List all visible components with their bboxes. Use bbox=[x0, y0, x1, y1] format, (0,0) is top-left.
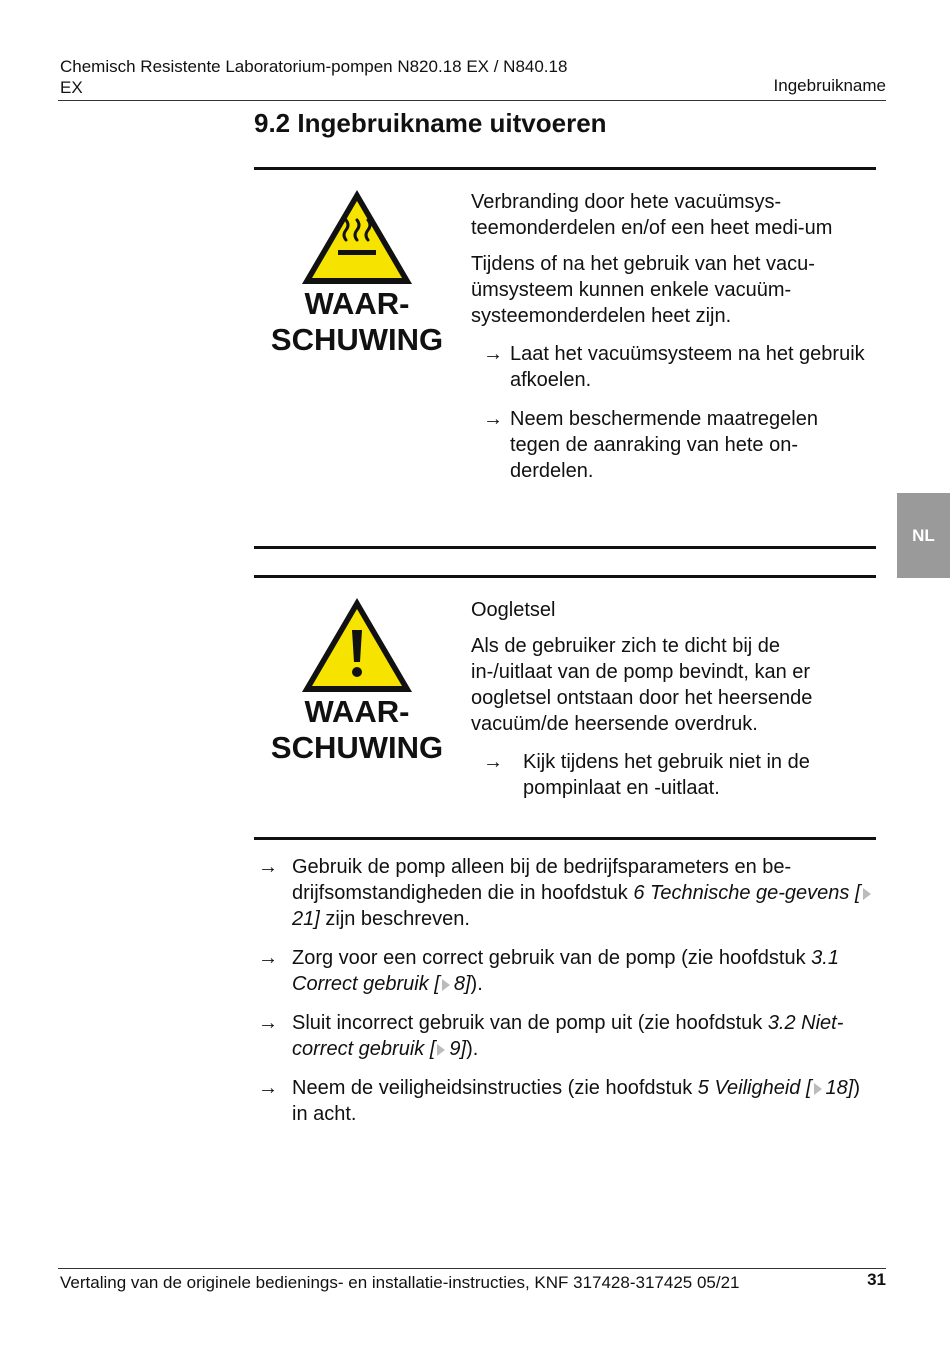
footer-divider bbox=[58, 1268, 886, 1269]
chapter-link-text: 6 Technische ge-gevens [ bbox=[633, 882, 861, 904]
arrow-right-icon: → bbox=[483, 408, 503, 430]
page-ref-icon bbox=[442, 979, 450, 991]
section-title: 9.2 Ingebruikname uitvoeren bbox=[254, 108, 607, 138]
page-ref: 9] bbox=[449, 1038, 467, 1060]
hot-surface-icon bbox=[300, 188, 414, 286]
arrow-right-icon: → bbox=[258, 947, 278, 969]
chapter-link[interactable] bbox=[698, 1077, 854, 1099]
warning2-bullet bbox=[483, 749, 883, 801]
instruction-item bbox=[258, 854, 878, 932]
warning2-bullet-text: Kijk tijdens het gebruik niet in de pompinlaat en -uitlaat. bbox=[523, 751, 810, 799]
instruction-text: Gebruik de pomp alleen bij de bedrijfsparameters en be-drijfsomstandigheden die in hoofdstuk bbox=[292, 856, 792, 904]
arrow-right-icon: → bbox=[483, 751, 503, 773]
warning1-bullet-text: Laat het vacuümsysteem na het gebruik afkoelen. bbox=[510, 343, 865, 391]
instruction-item bbox=[258, 945, 878, 997]
arrow-right-icon: → bbox=[258, 856, 278, 878]
arrow-right-icon: → bbox=[258, 1012, 278, 1034]
warning1-bottom-rule bbox=[254, 546, 876, 549]
page-ref-icon bbox=[863, 888, 871, 900]
instruction-text-end: zijn beschreven. bbox=[319, 908, 470, 930]
instruction-text: Sluit incorrect gebruik van de pomp uit (zie hoofdstuk bbox=[292, 1012, 768, 1034]
instruction-text-end: ). bbox=[466, 1038, 479, 1060]
warning1-text: Tijdens of na het gebruik van het vacu-ümsysteem kunnen enkele vacuüm-systeemonderdelen heet zijn. bbox=[471, 253, 815, 327]
signal-word-line1: WAAR- bbox=[304, 286, 410, 321]
page-ref: 21] bbox=[292, 908, 320, 930]
instruction-list bbox=[258, 854, 878, 1140]
warning1-bullet-text: Neem beschermende maatregelen tegen de aanraking van hete on-derdelen. bbox=[510, 408, 818, 482]
warning2-heading: Oogletsel bbox=[471, 599, 556, 621]
instruction-text-end: ). bbox=[470, 973, 483, 995]
instruction-text: Neem de veiligheidsinstructies (zie hoofdstuk bbox=[292, 1077, 698, 1099]
page-ref: 8] bbox=[453, 973, 471, 995]
warning2-content bbox=[471, 597, 876, 801]
warning1-bullet bbox=[483, 406, 850, 484]
signal-word-line1: WAAR- bbox=[304, 694, 410, 729]
warning2-bottom-rule bbox=[254, 837, 876, 840]
page-ref: 18] bbox=[825, 1077, 854, 1099]
footer-text: Vertaling van de originele bedienings- en installatie-instructies, KNF 317428-317425 05/21 bbox=[60, 1273, 740, 1292]
instruction-item bbox=[258, 1010, 878, 1062]
signal-word-line2: SCHUWING bbox=[270, 322, 444, 357]
warning2-top-rule bbox=[254, 575, 876, 578]
signal-word bbox=[257, 286, 457, 358]
page-ref-icon bbox=[437, 1044, 445, 1056]
signal-word-line2: SCHUWING bbox=[270, 730, 444, 765]
instruction-item bbox=[258, 1075, 878, 1127]
chapter-link-text: 5 Veiligheid [ bbox=[697, 1077, 812, 1099]
arrow-right-icon: → bbox=[483, 343, 503, 365]
chapter-link-text: 3.2 Niet-correct gebruik [ bbox=[292, 1012, 844, 1060]
page-ref-icon bbox=[814, 1083, 822, 1095]
warning2-text: Als de gebruiker zich te dicht bij de in-/uitlaat van de pomp bevindt, kan er oogletsel ontstaan door het heersende vacuüm/de heersende overdruk. bbox=[471, 635, 813, 735]
arrow-right-icon: → bbox=[258, 1077, 278, 1099]
language-tab[interactable]: NL bbox=[897, 493, 950, 578]
instruction-text-end: ) in acht. bbox=[292, 1077, 861, 1125]
section-label: Ingebruikname bbox=[773, 76, 886, 95]
warning1-heading: Verbranding door hete vacuümsys-teemonderdelen en/of een heet medi-um bbox=[471, 191, 833, 239]
page-number: 31 bbox=[867, 1270, 886, 1289]
header-divider bbox=[58, 100, 886, 101]
warning1-bullet bbox=[483, 341, 876, 393]
instruction-text: Zorg voor een correct gebruik van de pomp (zie hoofdstuk bbox=[292, 947, 812, 969]
signal-word bbox=[257, 694, 457, 766]
general-warning-icon bbox=[300, 596, 414, 694]
warning1-top-rule bbox=[254, 167, 876, 170]
document-title: Chemisch Resistente Laboratorium-pompen N820.18 EX / N840.18 EX bbox=[60, 57, 568, 97]
warning1-content bbox=[471, 189, 876, 484]
chapter-link-text: 3.1 Correct gebruik [ bbox=[292, 947, 839, 995]
